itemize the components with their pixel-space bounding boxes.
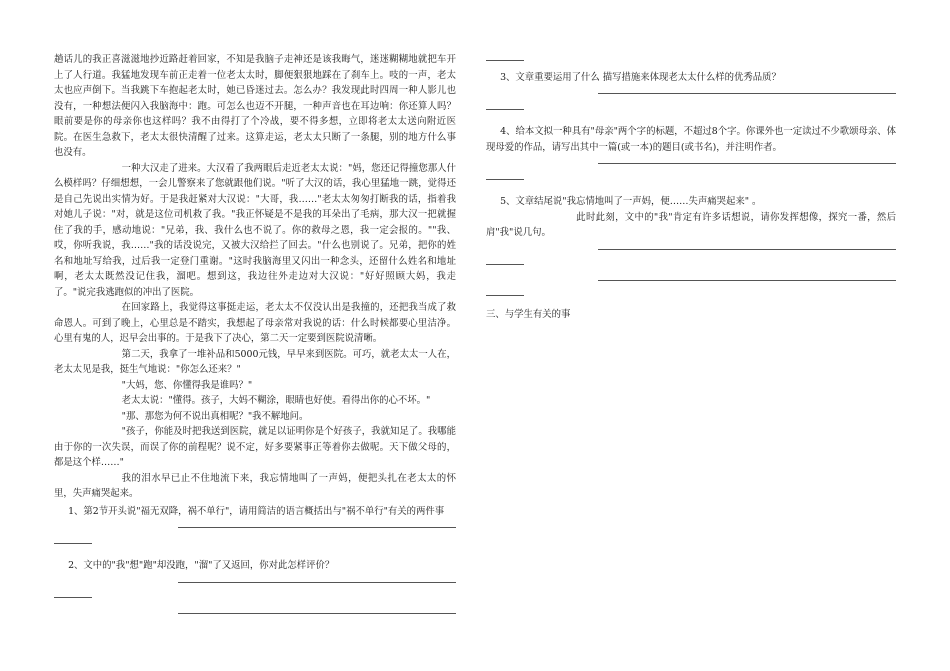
story-paragraph-6: 老太太说："懂得。孩子，大妈不糊涂，眼睛也好使。看得出你的心不坏。" — [121, 395, 431, 406]
answer-line-2d[interactable] — [486, 52, 896, 68]
story-paragraph-5: "大妈，您、你懂得我是谁吗？" — [121, 379, 253, 391]
story-paragraph-4: 第二天，我拿了一堆补品和5000元钱，早早来到医院。可巧，就老太太一人在，老太太见是我，挺生气地说："你怎么还来？" — [54, 348, 456, 375]
left-column — [54, 52, 456, 620]
answer-line-5c[interactable] — [486, 272, 896, 288]
story-paragraph-1: 趟话儿的我正喜滋滋地抄近路赶着回家，不知是我脑子走神还是该我晦气，迷迷糊糊地就把车开上了人行道。我猛地发现车前正走着一位老太太时，脚便狠狠地踩在了刹车上。吱的一声，老太太也应声倒下。当我跳下车抱起老太时，她已昏迷过去。怎么办？我发现此时四周一种人影儿也没有，一种想法便闪入我脑海中：跑。可怎么也迈不开腿，一种声音也在耳边响：你还算人吗？眼前要是你的母亲你也这样吗？我不由得打了个冷战，要不得多想，立即将老太太送向附近医院。在医生急救下，老太太很快清醒了过来。这算走运，老太太只断了一条腿，别的地方什么事也没有。 — [54, 54, 456, 158]
story-paragraph-9: 我的泪水早已止不住地流下来，我忘情地叫了一声妈，便把头扎在老太太的怀里，失声痛哭起来。 — [54, 472, 456, 499]
answer-line-3a[interactable] — [486, 85, 896, 101]
question-2: 2、文中的"我"想"跑"却没跑，"溜"了又返回，你对此怎样评价？ — [68, 560, 335, 571]
story-paragraph-2: 一种大汉走了进来。大汉看了我两眼后走近老太太说："妈，您还记得撞您那人什么模样吗？仔细想想，一会儿警察来了您就跟他们说。"听了大汉的话，我心里猛地一跳，觉得还是自己先说出实情为好。于是我赶紧对大汉说："大哥，我……"老太太匆匆打断我的话，指着我对她儿子说："对，就是这位司机救了我。"我正怀疑是不是我的耳朵出了毛病，那大汉一把就握住了我的手，感动地说："兄弟，我、我什么也不说了。你的救母之恩，我一定会报的。""我、哎，你听我说，我……"我的话没说完，又被大汉给拦了回去。"什么也别说了。兄弟，把你的姓名和地址写给我，过后我一定登门重谢。"这时我脑海里又闪出一种念头，还留什么姓名和地址啊，老太太既然没记住我，溜吧。想到这，我边往外走边对大汉说："好好照顾大妈，我走了。"说完我逃跑似的冲出了医院。 — [54, 162, 456, 298]
section-heading-3: 三、与学生有关的事 — [486, 308, 571, 320]
answer-line-1a[interactable] — [54, 519, 456, 535]
story-paragraph-8: "孩子，你能及时把我送到医院，就足以证明你是个好孩子，我就知足了。我哪能由于你的一次失误，而误了你的前程呢？说不定，好多要紧事正等着你去做呢。天下做父母的，都是这个样……" — [54, 426, 456, 468]
answer-line-5a[interactable] — [486, 241, 896, 257]
question-1: 1、第2节开头说"福无双降，祸不单行"，请用简洁的语言概括出与"祸不单行"有关的两件事 — [68, 505, 445, 517]
question-3: 3、文章重要运用了什么 描写措施来体现老太太什么样的优秀品质？ — [500, 71, 781, 83]
right-column — [486, 52, 896, 322]
question-5: 5、文章结尾说"我忘情地叫了一声妈，便……失声痛哭起来" 。 — [500, 196, 762, 207]
answer-line-3b[interactable] — [486, 101, 896, 117]
story-paragraph-3: 在回家路上，我觉得这事挺走运，老太太不仅没认出是我撞的，还把我当成了救命恩人。可到了晚上，心里总是不踏实，我想起了母亲常对我说的话：什么时候都要心里洁净。心里有鬼的人，迟早会出事的。于是我下了决心，第二天一定要到医院说清晰。 — [54, 302, 456, 344]
answer-line-1b[interactable] — [54, 535, 456, 551]
answer-line-4a[interactable] — [486, 155, 896, 171]
question-4: 4、给本文拟一种具有"母亲"两个字的标题，不超过8个字。你课外也一定读过不少歌颂母亲、体现母爱的作品，请写出其中一篇(或一本)的题目(或书名)，并注明作者。 — [486, 126, 896, 153]
answer-line-2c[interactable] — [54, 605, 456, 621]
question-5-body: 此时此刻，文中的"我"肯定有许多话想说，请你发挥想像，探究一番，然后肩"我"说几句。 — [486, 211, 896, 238]
answer-line-2a[interactable] — [54, 574, 456, 590]
story-paragraph-7: "那、那您为何不说出真相呢？"我不解地问。 — [121, 410, 309, 422]
answer-line-5b[interactable] — [486, 256, 896, 272]
answer-line-2b[interactable] — [54, 589, 456, 605]
answer-line-4b[interactable] — [486, 171, 896, 187]
answer-line-5d[interactable] — [486, 287, 896, 303]
